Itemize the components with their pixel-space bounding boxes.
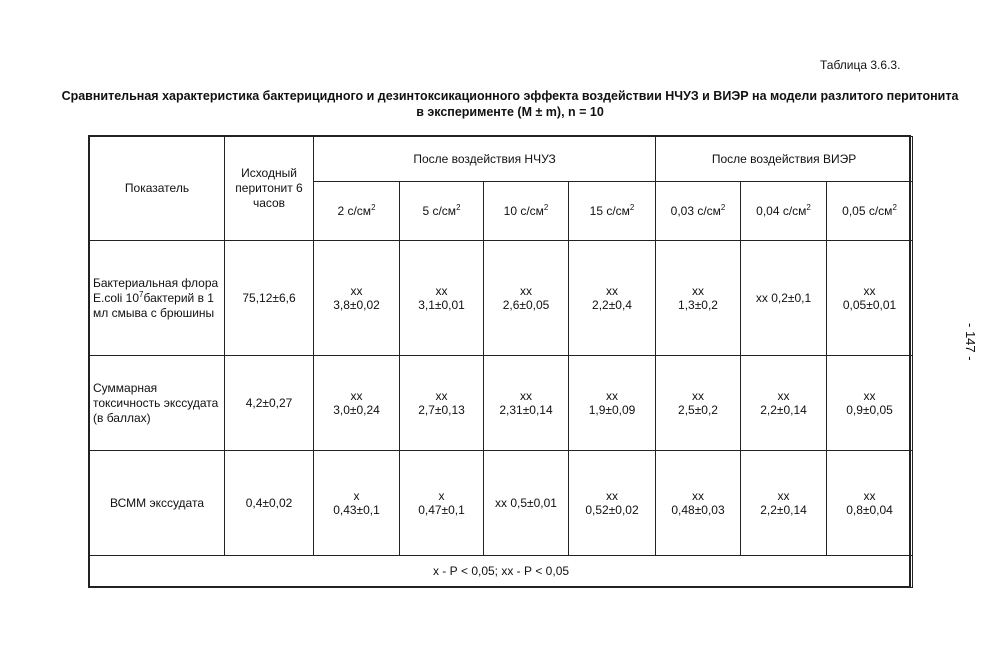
header-group-nchuz: После воздействия НЧУЗ: [314, 137, 656, 182]
cell-value: 2,2±0,14: [760, 402, 807, 417]
significance-mark: хх: [606, 388, 618, 403]
cell-value: 0,2±0,1: [771, 290, 812, 305]
subheader-vier-dose: [656, 182, 741, 241]
significance-mark: хх: [777, 388, 790, 403]
cell-value: 0,05±0,01: [842, 297, 897, 312]
cell-value: 3,0±0,24: [333, 402, 380, 417]
data-cell: [400, 241, 484, 356]
dose-exponent: 2: [456, 202, 461, 212]
baseline-value: 4,2±0,27: [225, 356, 314, 451]
comparison-table: [89, 136, 913, 588]
subheader-nchuz-dose: [569, 182, 656, 241]
dose-text: 15 с/см: [589, 203, 630, 218]
data-cell: [314, 451, 400, 556]
table-row: [90, 241, 913, 356]
data-cell: [569, 241, 656, 356]
significance-mark: хх: [692, 388, 705, 403]
header-group-vier: После воздействия ВИЭР: [656, 137, 913, 182]
significance-mark: хх: [606, 488, 618, 503]
cell-value: 0,52±0,02: [585, 502, 639, 517]
data-cell: [827, 241, 913, 356]
significance-mark: х: [438, 488, 445, 503]
row-label-text-end: бактерий в 1 мл смыва с брюшины: [93, 290, 215, 320]
dose-text: 0,05 с/см: [842, 203, 893, 218]
significance-mark: хх: [692, 488, 705, 503]
cell-value: 2,6±0,05: [502, 297, 550, 312]
significance-mark: хх: [692, 283, 705, 298]
table-row: [90, 356, 913, 451]
significance-mark: х: [353, 488, 360, 503]
data-cell: [741, 356, 827, 451]
baseline-value: 75,12±6,6: [225, 241, 314, 356]
header-baseline: Исходный перитонит 6 часов: [225, 137, 314, 241]
dose-exponent: 2: [806, 202, 811, 212]
significance-mark: хх: [863, 488, 876, 503]
cell-value: 1,9±0,09: [588, 402, 636, 417]
data-cell: [400, 451, 484, 556]
baseline-value: 0,4±0,02: [225, 451, 314, 556]
dose-exponent: 2: [543, 202, 549, 212]
significance-mark: хх: [435, 283, 448, 298]
significance-mark: хх: [495, 495, 508, 510]
data-cell: [656, 451, 741, 556]
dose-text: 0,04 с/см: [756, 203, 807, 218]
cell-value: 3,8±0,02: [333, 297, 380, 312]
cell-value: 2,2±0,14: [760, 502, 807, 517]
significance-mark: хх: [520, 388, 532, 403]
row-label: Суммарная токсичность экссудата (в баллах): [90, 356, 225, 451]
cell-value: 2,7±0,13: [418, 402, 465, 417]
data-cell: [569, 356, 656, 451]
data-cell: [400, 356, 484, 451]
row-label-text: Бактериальная флора E.coli 10: [93, 275, 219, 305]
cell-value: 0,9±0,05: [846, 402, 893, 417]
significance-mark: хх: [777, 488, 790, 503]
subheader-vier-dose: [827, 182, 913, 241]
data-cell: [656, 356, 741, 451]
table-number: Таблица 3.6.3.: [820, 58, 901, 72]
significance-mark: хх: [863, 283, 876, 298]
footnote-row: [90, 556, 913, 588]
cell-value: 0,48±0,03: [671, 502, 725, 517]
data-cell: [314, 356, 400, 451]
data-cell: [741, 451, 827, 556]
data-cell: [569, 451, 656, 556]
subheader-vier-dose: [741, 182, 827, 241]
subheader-nchuz-dose: [400, 182, 484, 241]
cell-value: 2,31±0,14: [499, 402, 553, 417]
dose-exponent: 2: [629, 202, 635, 212]
header-indicator: Показатель: [90, 137, 225, 241]
significance-mark: хх: [755, 290, 768, 305]
subheader-nchuz-dose: [314, 182, 400, 241]
footnote: х - Р < 0,05; хх - Р < 0,05: [90, 556, 913, 588]
data-cell: [741, 241, 827, 356]
cell-value: 0,8±0,04: [846, 502, 893, 517]
dose-exponent: 2: [720, 202, 726, 212]
significance-mark: хх: [350, 283, 363, 298]
cell-value: 0,47±0,1: [418, 502, 465, 517]
data-cell: [827, 356, 913, 451]
cell-value: 0,43±0,1: [333, 502, 380, 517]
document-title: Сравнительная характеристика бактерицидного и дезинтоксикационного эффекта воздействии НЧУЗ и ВИЭР на модели разлитого перитонита в эксперименте (М ± m), n = 10: [61, 89, 959, 119]
data-cell: [314, 241, 400, 356]
data-cell: [656, 241, 741, 356]
dose-exponent: 2: [892, 202, 897, 212]
cell-value: 0,5±0,01: [510, 495, 557, 510]
data-cell: [827, 451, 913, 556]
significance-mark: хх: [863, 388, 876, 403]
dose-text: 2 с/см: [337, 203, 372, 218]
data-cell: [484, 241, 569, 356]
data-cell: [484, 451, 569, 556]
row-label-exponent: 7: [139, 289, 144, 299]
significance-mark: хх: [520, 283, 532, 298]
page-number: - 147 -: [963, 323, 978, 361]
data-cell: [484, 356, 569, 451]
significance-mark: хх: [606, 283, 618, 298]
row-label: ВСММ экссудата: [90, 451, 225, 556]
row-label: [90, 241, 225, 356]
cell-value: 2,5±0,2: [678, 402, 718, 417]
cell-value: 1,3±0,2: [678, 297, 718, 312]
table-row: [90, 451, 913, 556]
significance-mark: хх: [350, 388, 363, 403]
dose-text: 0,03 с/см: [670, 203, 721, 218]
dose-text: 10 с/см: [503, 203, 544, 218]
cell-value: 3,1±0,01: [418, 297, 465, 312]
subheader-nchuz-dose: [484, 182, 569, 241]
dose-text: 5 с/см: [422, 203, 457, 218]
dose-exponent: 2: [371, 202, 376, 212]
significance-mark: хх: [435, 388, 448, 403]
cell-value: 2,2±0,4: [592, 297, 632, 312]
